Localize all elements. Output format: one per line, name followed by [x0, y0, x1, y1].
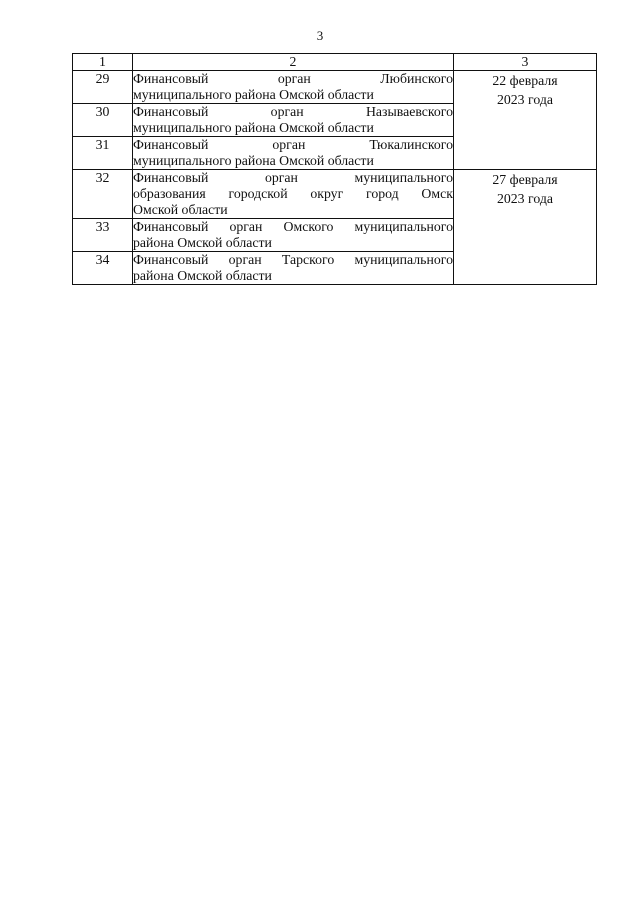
organization-name-word: муниципального [354, 219, 453, 234]
organization-name-word: муниципального [354, 170, 453, 185]
organization-name [133, 252, 454, 285]
organization-name-word: Финансовый [133, 71, 209, 86]
organization-name [133, 170, 454, 219]
organization-name-word: Финансовый [133, 137, 209, 152]
organization-name-word: орган [264, 170, 298, 185]
deadline-date-day: 22 февраля [492, 73, 558, 88]
deadline-date [454, 71, 597, 170]
organization-name-line [133, 252, 453, 268]
organization-name-word: муниципального района Омской области [133, 153, 374, 168]
deadline-date-year: 2023 года [496, 92, 553, 107]
organization-name-word: муниципального района Омской области [133, 87, 374, 102]
organization-name-word: Тюкалинского [369, 137, 453, 152]
deadline-date-year: 2023 года [496, 191, 553, 206]
organization-name-line [133, 104, 453, 120]
organization-name-word: Омской области [133, 202, 228, 217]
organization-name-word: Финансовый [133, 170, 209, 185]
deadline-date [454, 170, 597, 285]
organization-name-word: Любинского [380, 71, 453, 86]
organization-name-word: Называевского [365, 104, 453, 119]
organization-name-word: Финансовый [133, 104, 209, 119]
table-row [73, 170, 597, 219]
organization-name-word: муниципального [354, 252, 453, 267]
organization-name-word: город [366, 186, 399, 201]
organization-name-word: Омского [283, 219, 334, 234]
row-number: 30 [73, 104, 133, 137]
organization-name-line [133, 71, 453, 87]
organization-name-line [133, 137, 453, 153]
row-number: 34 [73, 252, 133, 285]
organization-name-word: муниципального района Омской области [133, 120, 374, 135]
organization-name-word: орган [277, 71, 311, 86]
column-header-2: 2 [133, 54, 454, 71]
page-number: 3 [316, 28, 324, 43]
organization-name-word: образования [133, 186, 206, 201]
organization-name-word: орган [228, 252, 262, 267]
organization-name [133, 219, 454, 252]
row-number: 32 [73, 170, 133, 219]
row-number: 31 [73, 137, 133, 170]
organization-name-word: орган [272, 137, 306, 152]
table-header-row [73, 54, 597, 71]
organization-name-line [133, 268, 453, 284]
column-header-1: 1 [73, 54, 133, 71]
column-header-3: 3 [454, 54, 597, 71]
organization-name-line [133, 235, 453, 251]
row-number: 33 [73, 219, 133, 252]
organization-name-line [133, 186, 453, 202]
organization-name-line [133, 202, 453, 218]
organization-name-word: орган [229, 219, 263, 234]
organization-name-word: Омск [421, 186, 453, 201]
organization-name-word: Финансовый [133, 219, 209, 234]
organization-name-word: района Омской области [133, 235, 272, 250]
organization-name-line [133, 120, 453, 136]
organization-name-word: Тарского [281, 252, 335, 267]
organization-name [133, 71, 454, 104]
deadline-date-day: 27 февраля [492, 172, 558, 187]
organization-name [133, 104, 454, 137]
organization-name-word: городской [228, 186, 288, 201]
schedule-table [72, 53, 597, 285]
row-number: 29 [73, 71, 133, 104]
organization-name [133, 137, 454, 170]
organization-name-line [133, 87, 453, 103]
table-row [73, 71, 597, 104]
organization-name-line [133, 219, 453, 235]
organization-name-line [133, 170, 453, 186]
organization-name-word: Финансовый [133, 252, 209, 267]
organization-name-word: района Омской области [133, 268, 272, 283]
organization-name-line [133, 153, 453, 169]
organization-name-word: орган [270, 104, 304, 119]
organization-name-word: округ [310, 186, 344, 201]
